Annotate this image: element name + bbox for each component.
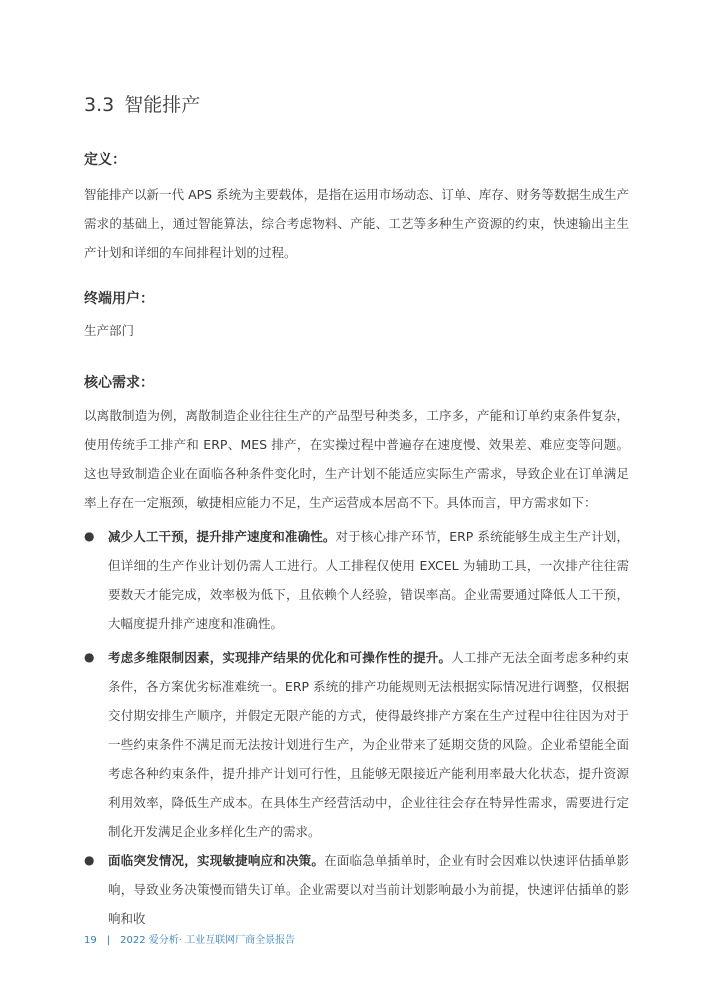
need-item-title: 面临突发情况，实现敏捷响应和决策。 — [108, 853, 325, 868]
section-title — [84, 90, 200, 117]
need-item-3 — [84, 846, 629, 933]
need-item-text — [108, 846, 629, 933]
need-item-body: 对于核心排产环节，ERP 系统能够生成主生产计划，但详细的生产作业计划仍需人工进行。人工排程仅使用 EXCEL 为辅助工具，一次排产往往需要数天才能完成，效率极为低下，且依赖个人经验，错误率高。企业需要通过降低人工干预，大幅度提升排产速度和准确性。 — [108, 529, 629, 631]
page-number: 19 — [84, 935, 97, 946]
core-needs-intro: 以离散制造为例，离散制造企业往往生产的产品型号种类多，工序多，产能和订单约束条件复杂，使用传统手工排产和 ERP、MES 排产，在实操过程中普遍存在速度慢、效果差、难应变等问题。这也导致制造企业在面临各种条件变化时，生产计划不能适应实际生产需求，导致企业在订单满足率上存在一定瓶颈，敏捷相应能力不足，生产运营成本居高不下。具体而言，甲方需求如下： — [84, 408, 629, 510]
footer-separator: | — [106, 935, 111, 946]
definition-text: 智能排产以新一代 APS 系统为主要载体，是指在运用市场动态、订单、库存、财务等数据生成生产需求的基础上，通过智能算法，综合考虑物料、产能、工艺等多种生产资源的约束，快速输出主生产计划和详细的车间排程计划的过程。 — [84, 187, 629, 260]
need-item-text — [108, 522, 629, 638]
need-item-body: 人工排产无法全面考虑多种约束条件，各方案优劣标准难统一。ERP 系统的排产功能规则无法根据实际情况进行调整，仅根据交付期安排生产顺序，并假定无限产能的方式，使得最终排产方案在生产过程中往往因为对于一些约束条件不满足而无法按计划进行生产，为企业带来了延期交货的风险。企业希望能全面考虑各种约束条件，提升排产计划可行性，且能够无限接近产能利用率最大化状态，提升资源利用效率，降低生产成本。在具体生产经营活动中，企业往往会存在特异性需求，需要进行定制化开发满足企业多样化生产的需求。 — [108, 650, 629, 839]
end-user-heading: 终端用户： — [84, 291, 154, 307]
bullet-icon: ● — [84, 529, 95, 543]
need-item-title: 减少人工干预，提升排产速度和准确性。 — [108, 529, 336, 544]
need-item-2 — [84, 643, 629, 846]
bullet-icon: ● — [84, 650, 95, 664]
section-number: 3.3 — [84, 94, 115, 116]
section-title-text: 智能排产 — [124, 94, 201, 116]
report-title: 2022 爱分析· 工业互联网厂商全景报告 — [120, 935, 296, 946]
bullet-icon: ● — [84, 853, 95, 867]
end-user-text: 生产部门 — [84, 323, 135, 338]
page-footer — [84, 931, 295, 946]
need-item-title: 考虑多维限制因素，实现排产结果的优化和可操作性的提升。 — [108, 650, 452, 665]
need-item-1 — [84, 522, 629, 638]
core-needs-heading: 核心需求： — [84, 375, 154, 391]
definition-heading: 定义： — [84, 152, 126, 168]
need-item-body: 在面临急单插单时，企业有时会因难以快速评估插单影响，导致业务决策慢而错失订单。企业需要以对当前计划影响最小为前提，快速评估插单的影响和收 — [108, 853, 629, 926]
need-item-text — [108, 643, 629, 846]
